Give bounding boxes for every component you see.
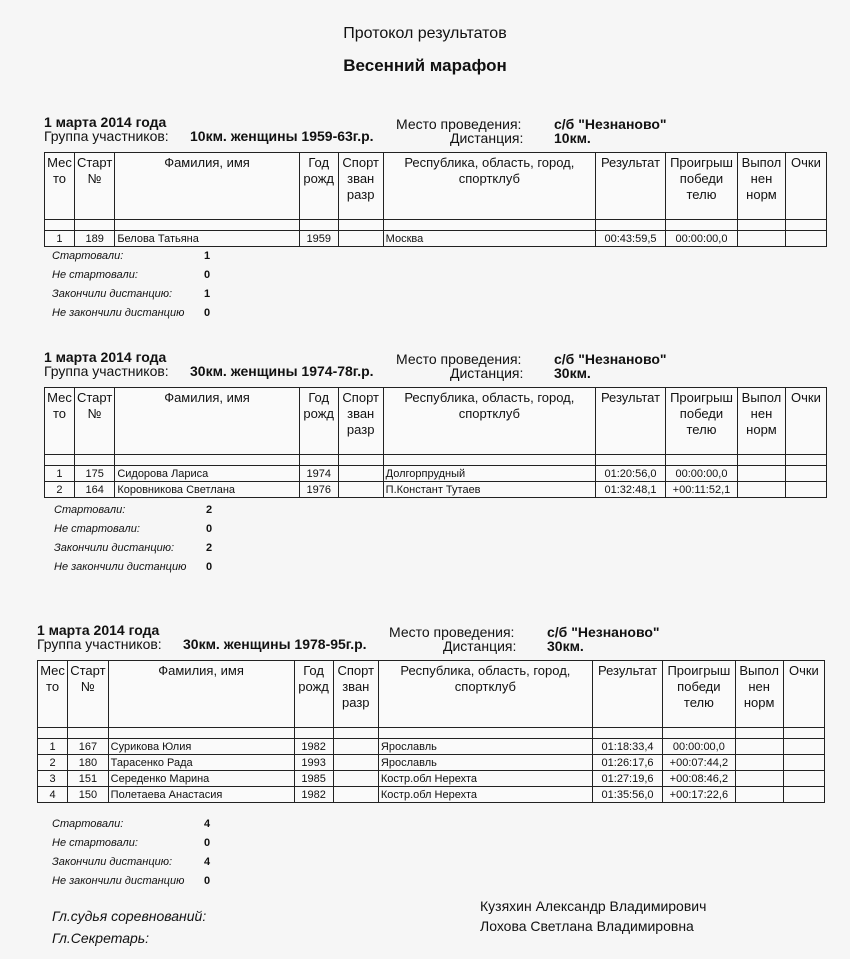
event-name: Весенний марафон xyxy=(343,56,507,75)
col-norm-header: Выпол нен норм xyxy=(737,388,785,455)
venue-value: с/б "Незнаново" xyxy=(547,624,660,640)
distance-label: Дистанция: xyxy=(443,638,517,654)
group-value: 30км. женщины 1978-95г.р. xyxy=(183,636,367,652)
col-place-header: Мес то xyxy=(45,153,75,220)
col-year-header: Год рожд xyxy=(299,388,338,455)
col-bib-header: Старт № xyxy=(68,661,109,728)
col-year-header: Год рожд xyxy=(294,661,333,728)
header-row xyxy=(38,661,825,728)
stat-value: 0 xyxy=(206,561,213,573)
col-bib-cell: 151 xyxy=(68,771,109,787)
col-rank-cell xyxy=(333,739,378,755)
table-row xyxy=(45,482,827,498)
stat-value: 0 xyxy=(204,307,211,319)
col-year-header: Год рожд xyxy=(299,153,338,220)
col-gap-cell: +00:17:22,6 xyxy=(663,787,735,803)
page-title: Протокол результатов xyxy=(343,25,507,42)
col-region-header: Республика, область, город, спортклуб xyxy=(383,153,595,220)
col-region-header: Республика, область, город, спортклуб xyxy=(378,661,592,728)
col-points-cell xyxy=(785,231,826,247)
stat-label: Не стартовали: xyxy=(54,523,140,535)
section-date: 1 марта 2014 года xyxy=(37,622,160,638)
stat-value: 0 xyxy=(204,875,211,887)
col-place-cell: 4 xyxy=(38,787,68,803)
spacer-cell xyxy=(45,455,75,466)
col-place-cell: 1 xyxy=(45,231,75,247)
stat-label: Стартовали: xyxy=(52,250,124,262)
col-bib-cell: 175 xyxy=(74,466,114,482)
venue-label: Место проведения: xyxy=(396,116,522,132)
col-region-cell: П.Констант Тутаев xyxy=(383,482,595,498)
distance-label: Дистанция: xyxy=(450,130,524,146)
results-table xyxy=(44,387,827,498)
stat-label: Не закончили дистанцию xyxy=(54,561,187,573)
spacer-cell xyxy=(737,455,785,466)
stat-label: Закончили дистанцию: xyxy=(54,542,175,554)
spacer-cell xyxy=(338,455,383,466)
spacer-cell xyxy=(338,220,383,231)
stats-block xyxy=(52,250,272,326)
col-norm-cell xyxy=(737,231,785,247)
stat-value: 0 xyxy=(204,269,211,281)
stat-row xyxy=(52,818,272,837)
spacer-cell xyxy=(378,728,592,739)
stat-row xyxy=(54,542,274,561)
col-bib-cell: 164 xyxy=(74,482,114,498)
col-norm-cell xyxy=(737,482,785,498)
col-year-cell: 1974 xyxy=(299,466,338,482)
distance-value: 10км. xyxy=(554,130,591,146)
stat-row xyxy=(52,250,272,269)
col-points-cell xyxy=(783,787,824,803)
spacer-cell xyxy=(666,220,738,231)
col-gap-cell: +00:08:46,2 xyxy=(663,771,735,787)
spacer-cell xyxy=(294,728,333,739)
col-name-cell: Белова Татьяна xyxy=(115,231,299,247)
stat-value: 2 xyxy=(206,542,213,554)
spacer-cell xyxy=(115,455,299,466)
stat-value: 2 xyxy=(206,504,213,516)
secretary-name: Лохова Светлана Владимировна xyxy=(480,918,694,934)
stat-row xyxy=(52,288,272,307)
col-rank-cell xyxy=(333,771,378,787)
col-points-header: Очки xyxy=(785,153,826,220)
col-gap-cell: 00:00:00,0 xyxy=(663,739,735,755)
spacer-cell xyxy=(38,728,68,739)
spacer-cell xyxy=(592,728,662,739)
stat-label: Стартовали: xyxy=(52,818,124,830)
col-region-cell: Москва xyxy=(383,231,595,247)
col-name-cell: Тарасенко Рада xyxy=(108,755,294,771)
spacer-cell xyxy=(115,220,299,231)
table-row xyxy=(38,755,825,771)
col-gap-header: Проигрыш победи телю xyxy=(666,153,738,220)
col-name-header: Фамилия, имя xyxy=(108,661,294,728)
stat-row xyxy=(54,504,274,523)
group-value: 10км. женщины 1959-63г.р. xyxy=(190,128,374,144)
col-points-cell xyxy=(783,739,824,755)
col-result-cell: 01:18:33,4 xyxy=(592,739,662,755)
col-rank-cell xyxy=(338,482,383,498)
spacer-row xyxy=(45,455,827,466)
col-rank-header: Спорт зван разр xyxy=(333,661,378,728)
stat-label: Не закончили дистанцию xyxy=(52,875,185,887)
stat-value: 4 xyxy=(204,856,211,868)
col-gap-cell: +00:11:52,1 xyxy=(666,482,738,498)
stat-row xyxy=(52,269,272,288)
venue-label: Место проведения: xyxy=(389,624,515,640)
distance-value: 30км. xyxy=(554,365,591,381)
stat-row xyxy=(52,837,272,856)
col-points-cell xyxy=(783,755,824,771)
spacer-cell xyxy=(74,455,114,466)
col-bib-header: Старт № xyxy=(74,153,114,220)
col-result-header: Результат xyxy=(596,153,666,220)
table-row xyxy=(45,231,827,247)
section-date: 1 марта 2014 года xyxy=(44,114,167,130)
col-name-cell: Середенко Марина xyxy=(108,771,294,787)
col-name-header: Фамилия, имя xyxy=(115,153,299,220)
distance-value: 30км. xyxy=(547,638,584,654)
stat-label: Закончили дистанцию: xyxy=(52,288,173,300)
col-year-cell: 1985 xyxy=(294,771,333,787)
spacer-cell xyxy=(663,728,735,739)
spacer-cell xyxy=(299,455,338,466)
venue-value: с/б "Незнаново" xyxy=(554,116,667,132)
judge-name: Кузяхин Александр Владимирович xyxy=(480,898,707,914)
stat-label: Не стартовали: xyxy=(52,269,138,281)
spacer-cell xyxy=(74,220,114,231)
col-rank-cell xyxy=(338,466,383,482)
venue-value: с/б "Незнаново" xyxy=(554,351,667,367)
col-result-header: Результат xyxy=(592,661,662,728)
col-year-cell: 1976 xyxy=(299,482,338,498)
col-name-cell: Сурикова Юлия xyxy=(108,739,294,755)
col-rank-cell xyxy=(333,755,378,771)
col-norm-cell xyxy=(735,755,783,771)
col-region-cell: Костр.обл Нерехта xyxy=(378,787,592,803)
col-result-cell: 01:26:17,6 xyxy=(592,755,662,771)
col-region-cell: Долгорпрудный xyxy=(383,466,595,482)
results-table xyxy=(44,152,827,247)
spacer-row xyxy=(45,220,827,231)
col-result-cell: 00:43:59,5 xyxy=(596,231,666,247)
col-name-header: Фамилия, имя xyxy=(115,388,299,455)
stat-label: Не стартовали: xyxy=(52,837,138,849)
stats-block xyxy=(52,818,272,894)
col-rank-cell xyxy=(338,231,383,247)
col-norm-cell xyxy=(735,771,783,787)
col-points-header: Очки xyxy=(783,661,824,728)
group-value: 30км. женщины 1974-78г.р. xyxy=(190,363,374,379)
judge-label: Гл.судья соревнований: xyxy=(52,908,207,924)
stat-value: 1 xyxy=(204,288,211,300)
stat-label: Не закончили дистанцию xyxy=(52,307,185,319)
col-gap-header: Проигрыш победи телю xyxy=(663,661,735,728)
spacer-cell xyxy=(45,220,75,231)
spacer-cell xyxy=(785,220,826,231)
col-name-cell: Коровникова Светлана xyxy=(115,482,299,498)
col-result-cell: 01:35:56,0 xyxy=(592,787,662,803)
spacer-cell xyxy=(68,728,109,739)
col-result-cell: 01:32:48,1 xyxy=(596,482,666,498)
spacer-row xyxy=(38,728,825,739)
col-bib-cell: 167 xyxy=(68,739,109,755)
col-year-cell: 1993 xyxy=(294,755,333,771)
stat-row xyxy=(54,523,274,542)
stat-value: 0 xyxy=(204,837,211,849)
col-rank-cell xyxy=(333,787,378,803)
spacer-cell xyxy=(333,728,378,739)
col-place-cell: 2 xyxy=(38,755,68,771)
col-place-header: Мес то xyxy=(45,388,75,455)
col-result-cell: 01:27:19,6 xyxy=(592,771,662,787)
spacer-cell xyxy=(735,728,783,739)
stat-row xyxy=(52,875,272,894)
col-bib-cell: 180 xyxy=(68,755,109,771)
col-gap-cell: 00:00:00,0 xyxy=(666,231,738,247)
group-label: Группа участников: xyxy=(44,128,169,144)
spacer-cell xyxy=(737,220,785,231)
spacer-cell xyxy=(596,220,666,231)
stat-value: 4 xyxy=(204,818,211,830)
header-row xyxy=(45,388,827,455)
spacer-cell xyxy=(785,455,826,466)
section-date: 1 марта 2014 года xyxy=(44,349,167,365)
stats-block xyxy=(54,504,274,580)
spacer-cell xyxy=(299,220,338,231)
spacer-cell xyxy=(108,728,294,739)
stat-row xyxy=(52,307,272,326)
spacer-cell xyxy=(383,455,595,466)
col-place-cell: 3 xyxy=(38,771,68,787)
col-norm-header: Выпол нен норм xyxy=(735,661,783,728)
col-norm-cell xyxy=(735,739,783,755)
col-year-cell: 1982 xyxy=(294,739,333,755)
spacer-cell xyxy=(383,220,595,231)
results-table xyxy=(37,660,825,803)
stat-value: 1 xyxy=(204,250,211,262)
table-row xyxy=(38,739,825,755)
col-region-header: Республика, область, город, спортклуб xyxy=(383,388,595,455)
stat-label: Стартовали: xyxy=(54,504,126,516)
col-bib-header: Старт № xyxy=(74,388,114,455)
col-gap-header: Проигрыш победи телю xyxy=(666,388,738,455)
distance-label: Дистанция: xyxy=(450,365,524,381)
col-name-cell: Полетаева Анастасия xyxy=(108,787,294,803)
col-place-cell: 1 xyxy=(38,739,68,755)
col-place-cell: 1 xyxy=(45,466,75,482)
venue-label: Место проведения: xyxy=(396,351,522,367)
col-place-header: Мес то xyxy=(38,661,68,728)
col-rank-header: Спорт зван разр xyxy=(338,388,383,455)
secretary-label: Гл.Секретарь: xyxy=(52,930,150,946)
stat-label: Закончили дистанцию: xyxy=(52,856,173,868)
stat-row xyxy=(52,856,272,875)
col-bib-cell: 150 xyxy=(68,787,109,803)
col-points-cell xyxy=(783,771,824,787)
table-row xyxy=(45,466,827,482)
col-name-cell: Сидорова Лариса xyxy=(115,466,299,482)
group-label: Группа участников: xyxy=(44,363,169,379)
col-result-cell: 01:20:56,0 xyxy=(596,466,666,482)
col-region-cell: Костр.обл Нерехта xyxy=(378,771,592,787)
col-year-cell: 1959 xyxy=(299,231,338,247)
col-region-cell: Ярославль xyxy=(378,755,592,771)
col-norm-header: Выпол нен норм xyxy=(737,153,785,220)
table-row xyxy=(38,787,825,803)
col-bib-cell: 189 xyxy=(74,231,114,247)
col-points-header: Очки xyxy=(785,388,826,455)
col-rank-header: Спорт зван разр xyxy=(338,153,383,220)
col-gap-cell: 00:00:00,0 xyxy=(666,466,738,482)
col-points-cell xyxy=(785,482,826,498)
stat-value: 0 xyxy=(206,523,213,535)
spacer-cell xyxy=(596,455,666,466)
spacer-cell xyxy=(783,728,824,739)
stat-row xyxy=(54,561,274,580)
col-norm-cell xyxy=(737,466,785,482)
col-result-header: Результат xyxy=(596,388,666,455)
group-label: Группа участников: xyxy=(37,636,162,652)
col-points-cell xyxy=(785,466,826,482)
col-year-cell: 1982 xyxy=(294,787,333,803)
col-place-cell: 2 xyxy=(45,482,75,498)
spacer-cell xyxy=(666,455,738,466)
col-gap-cell: +00:07:44,2 xyxy=(663,755,735,771)
col-region-cell: Ярославль xyxy=(378,739,592,755)
table-row xyxy=(38,771,825,787)
header-row xyxy=(45,153,827,220)
col-norm-cell xyxy=(735,787,783,803)
